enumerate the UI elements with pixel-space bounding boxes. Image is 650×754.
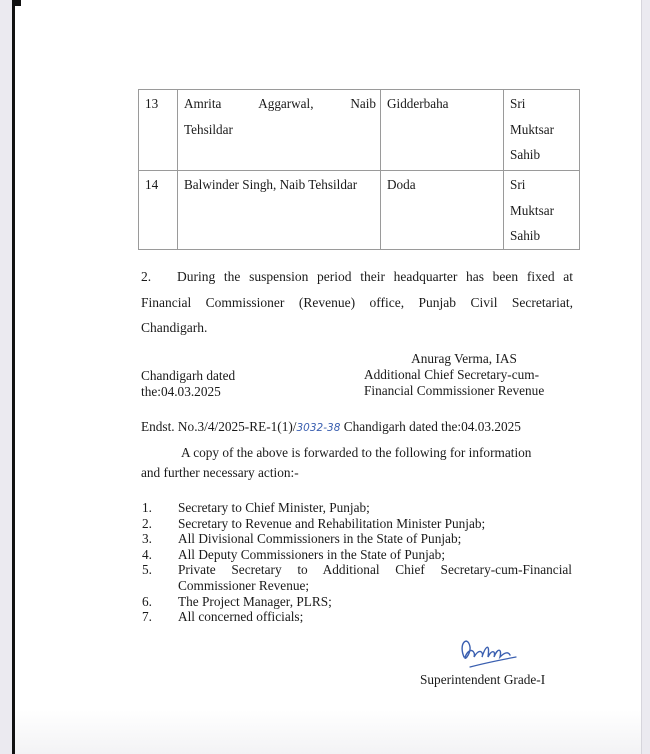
name-line [184, 91, 376, 117]
list-text-line: Private Secretary to Additional Chief Secretary-cum-Financial [178, 562, 572, 578]
endorsement-line [141, 419, 521, 435]
district-line: Sahib [510, 228, 541, 243]
paragraph-number: 2. [141, 269, 152, 284]
signature-icon [450, 633, 530, 673]
list-text: All Divisional Commissioners in the State of Punjab; [178, 531, 462, 547]
name-word: Amrita [184, 96, 222, 111]
district-cell [504, 171, 580, 250]
signoff-place: Chandigarh dated [141, 368, 236, 383]
paragraph-2 [141, 264, 573, 341]
list-text: The Project Manager, PLRS; [178, 593, 332, 609]
list-number: 3. [142, 531, 152, 547]
paragraph-line [141, 264, 573, 290]
page-corner-mark [12, 0, 21, 6]
list-item [142, 547, 572, 563]
list-number: 4. [142, 546, 152, 562]
paragraph-line: Financial Commissioner (Revenue) office, Punjab Civil Secretariat, [141, 294, 573, 310]
district-line: Sri [510, 96, 526, 111]
signatory-block [364, 351, 564, 399]
officials-table [138, 89, 580, 250]
paragraph-text: During the suspension period their headquarter has been fixed at [177, 269, 573, 284]
list-text: All Deputy Commissioners in the State of Punjab; [178, 546, 446, 562]
list-number: 5. [142, 562, 152, 578]
district-cell [504, 90, 580, 171]
paragraph-line: Chandigarh. [141, 320, 208, 335]
list-item [142, 609, 572, 625]
table-row [139, 90, 580, 171]
list-number: 1. [142, 500, 152, 515]
list-text: Secretary to Revenue and Rehabilitation Minister Punjab; [178, 515, 486, 531]
endorsement-date: Chandigarh dated the:04.03.2025 [343, 419, 521, 434]
place-cell: Doda [381, 171, 504, 250]
list-item [142, 594, 572, 610]
signoff-place-date [141, 368, 235, 400]
list-number: 6. [142, 593, 152, 609]
list-item [142, 500, 572, 516]
list-number: 2. [142, 515, 152, 531]
sr-no-cell: 13 [139, 90, 178, 171]
sr-no-cell: 14 [139, 171, 178, 250]
intro-line: A copy of the above is forwarded to the following for information [181, 445, 532, 460]
table-row [139, 171, 580, 250]
list-number: 7. [142, 609, 152, 625]
list-text [178, 562, 572, 593]
list-text: Secretary to Chief Minister, Punjab; [178, 500, 370, 515]
name-cell [178, 90, 381, 171]
intro-line: and further necessary action:- [141, 465, 299, 480]
name-cell: Balwinder Singh, Naib Tehsildar [178, 171, 381, 250]
list-item [142, 531, 572, 547]
name-word: Naib [350, 96, 376, 111]
list-item [142, 516, 572, 532]
page-left-border [12, 0, 15, 754]
signatory-name: Anurag Verma, IAS [411, 351, 517, 366]
signatory-title: Financial Commissioner Revenue [364, 383, 545, 398]
distribution-list [142, 500, 572, 625]
handwritten-dispatch-number: 3032-38 [296, 422, 341, 434]
list-text: All concerned officials; [178, 609, 304, 625]
signoff-date: the:04.03.2025 [141, 384, 221, 399]
forwarding-intro [141, 443, 573, 483]
designation: Superintendent Grade-I [420, 672, 546, 687]
district-line: Muktsar [510, 202, 554, 218]
district-line: Sahib [510, 147, 541, 162]
list-item [142, 562, 572, 593]
name-word: Aggarwal, [258, 96, 314, 111]
endorsement-number: Endst. No.3/4/2025-RE-1(1)/ [141, 419, 297, 434]
district-line: Muktsar [510, 121, 554, 137]
signatory-title: Additional Chief Secretary-cum- [364, 367, 540, 382]
name-line: Tehsildar [184, 121, 233, 137]
place-cell: Gidderbaha [381, 90, 504, 171]
list-text-line: Commissioner Revenue; [178, 577, 310, 593]
district-line: Sri [510, 177, 526, 192]
